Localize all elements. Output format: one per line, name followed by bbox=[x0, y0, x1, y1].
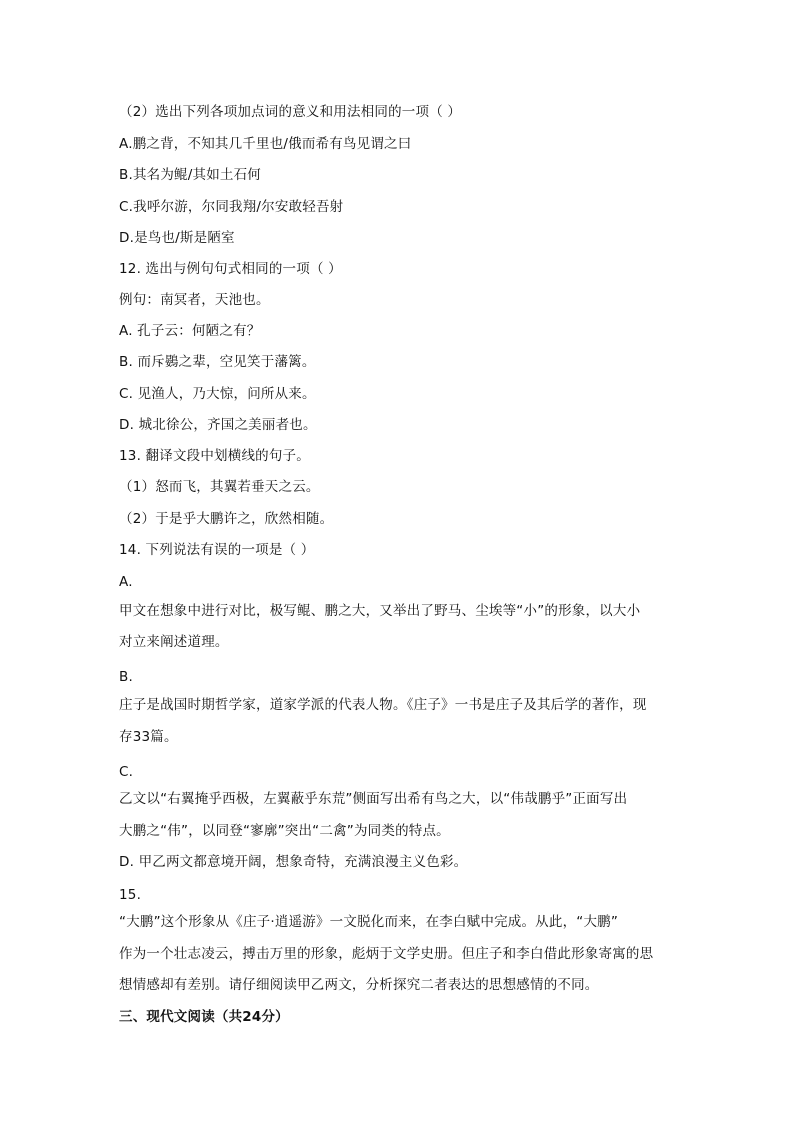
question-14-stem: 14. 下列说法有误的一项是（ ） bbox=[119, 542, 315, 558]
question-12-option-a: A. 孔子云：何陋之有？ bbox=[119, 323, 261, 339]
question-12-stem: 12. 选出与例句句式相同的一项（ ） bbox=[119, 261, 342, 277]
question-11-2-option-a: A.鹏之背，不知其几千里也/俄而希有鸟见谓之曰 bbox=[119, 136, 412, 152]
question-15-line-3: 想情感却有差别。请仔细阅读甲乙两文，分析探究二者表达的思想感情的不同。 bbox=[119, 977, 599, 993]
question-13-stem: 13. 翻译文段中划横线的句子。 bbox=[119, 448, 310, 464]
question-13-item-1: （1）怒而飞，其翼若垂天之云。 bbox=[119, 479, 320, 495]
question-14-option-a-line-2: 对立来阐述道理。 bbox=[119, 634, 229, 650]
question-11-2-option-c: C.我呼尔游，尔同我翔/尔安敢轻吾射 bbox=[119, 199, 344, 215]
question-14-option-d: D. 甲乙两文都意境开阔，想象奇特，充满浪漫主义色彩。 bbox=[119, 854, 468, 870]
question-14-option-b-line-1: 庄子是战国时期哲学家，道家学派的代表人物。《庄子》一书是庄子及其后学的著作，现 bbox=[119, 697, 647, 713]
question-12-example: 例句：南冥者，天池也。 bbox=[119, 292, 270, 308]
question-14-option-c-line-1: 乙文以“右翼掩乎西极，左翼蔽乎东荒”侧面写出希有鸟之大，以“伟哉鹏乎”正面写出 bbox=[119, 791, 628, 807]
question-14-option-b-label: B. bbox=[119, 669, 133, 685]
question-14-option-a-line-1: 甲文在想象中进行对比，极写鲲、鹏之大，又举出了野马、尘埃等“小”的形象，以大小 bbox=[119, 603, 641, 619]
question-12-option-d: D. 城北徐公，齐国之美丽者也。 bbox=[119, 417, 317, 433]
question-11-2-option-d: D.是鸟也/斯是陋室 bbox=[119, 230, 235, 246]
question-15-line-1: “大鹏”这个形象从《庄子·逍遥游》一文脱化而来，在李白赋中完成。从此，“大鹏” bbox=[119, 914, 619, 930]
question-15-label: 15. bbox=[119, 887, 142, 903]
section-3-heading: 三、现代文阅读（共24分） bbox=[119, 1009, 289, 1025]
question-15-line-2: 作为一个壮志凌云，搏击万里的形象，彪炳于文学史册。但庄子和李白借此形象寄寓的思 bbox=[119, 946, 654, 962]
question-13-item-2: （2）于是乎大鹏许之，欣然相随。 bbox=[119, 511, 334, 527]
question-14-option-b-line-2: 存33篇。 bbox=[119, 729, 178, 745]
question-12-option-b: B. 而斥鷃之辈，空见笑于藩篱。 bbox=[119, 354, 316, 370]
question-11-2-stem: （2）选出下列各项加点词的意义和用法相同的一项（ ） bbox=[119, 104, 462, 120]
question-11-2-option-b: B.其名为鲲/其如土石何 bbox=[119, 167, 262, 183]
question-14-option-c-line-2: 大鹏之“伟”，以同登“寥廓”突出“二禽”为同类的特点。 bbox=[119, 823, 450, 839]
question-12-option-c: C. 见渔人，乃大惊，问所从来。 bbox=[119, 386, 316, 402]
question-14-option-a-label: A. bbox=[119, 574, 133, 590]
question-14-option-c-label: C. bbox=[119, 764, 134, 780]
